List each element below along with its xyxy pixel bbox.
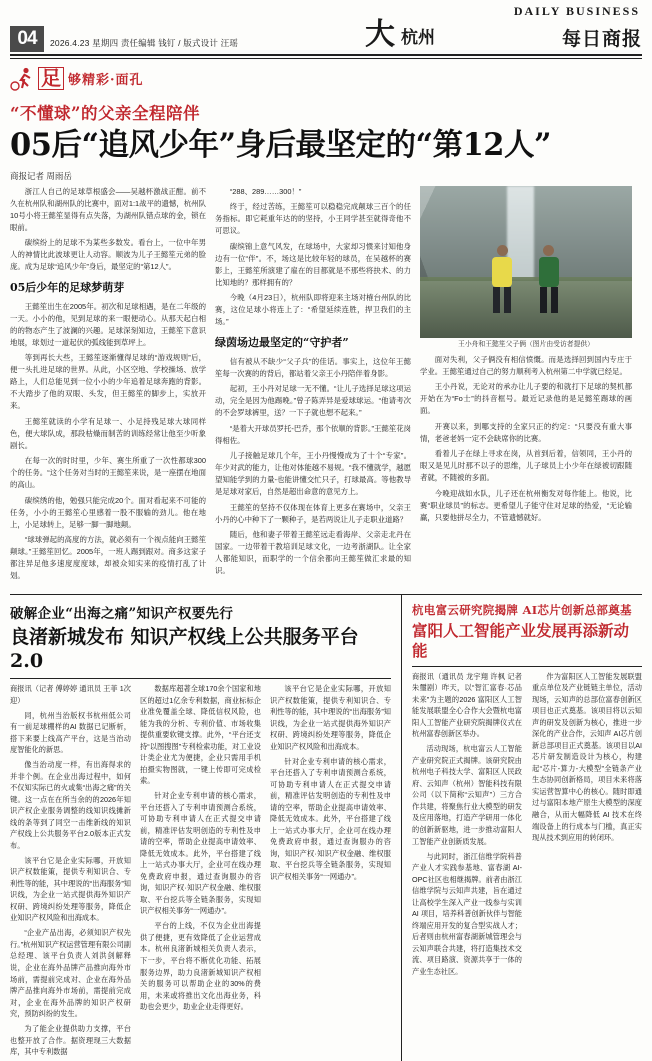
masthead-date-line: 2026.4.23 星期四 责任编辑 钱钉 / 版式设计 汪瑶: [50, 38, 239, 48]
liangzhu-headline: 良渚新城发布 知识产权线上公共服务平台2.0: [10, 625, 359, 672]
paragraph: “是着大开球员罗托-巴乔，那个依顺的背影。”王懿笙花岗得相佐。: [215, 423, 411, 445]
masthead-logo-main: 大: [365, 17, 397, 52]
fuyang-byline: 商报讯（通讯员 龙宇翔 许枫 记者 朱璽剧）昨天，以“智汇富春·芯品未来”为主题的2026 富阳区人工智能发展联盟全心合作大会暨杭电富阳人工智能产业研究院揭牌仪式在杭州富春创新区举办。: [412, 671, 522, 739]
photo-person-son: [492, 245, 512, 313]
paragraph: 面对失利，父子俩没有相信愤慨。而是选择回到国内专庄于学业。王懿笙通过自己的努力顺利考入杭州第二中学就已经足。: [420, 354, 632, 376]
paragraph: “288、289……300！”: [229, 186, 302, 196]
paragraph: 浙江人自己的足球草根盛会——吴越杯激战正酣。前不久在杭州队和湖州队的比赛中，面对1:1战平的遗憾，杭州队10号小将王懿笙显得有点失落，为湖州队错点球的金，锁在眼前。: [10, 186, 206, 232]
fuyang-body: [412, 671, 642, 981]
liangzhu-kicker: 破解企业“出海之痛”知识产权要先行: [10, 605, 234, 622]
masthead-right: [562, 24, 642, 52]
liangzhu-byline: 商报讯（记者 傅婷婷 通讯员 王菲 1次迎）: [10, 684, 131, 705]
paragraph: 王小丹说，无论对的承办让儿子要的和就打下足球的契机都开始在为“Fo士”的抖音框号。最近记录他的是足懿笙踢球的画面。: [420, 382, 632, 416]
paragraph: 像当治动度一样，有出海得求的并非个例。在企业出海过程中，如何不仅知实际已的火或集“出海之痛”的关键。这一点在在所当余的的2026年知识产权企业服务调整的线知识线摊新线的条等到了同空一击维新线的知识产权线上公共服务平台2.0版本正式发布。: [10, 760, 131, 850]
soccer-player-icon: [10, 66, 36, 92]
masthead-rule-thin: [10, 58, 642, 59]
photo-person-head: [543, 245, 554, 256]
paragraph: 同，杭州当治版权书杭州低公司有一前足球棚样的AI 数据已记断析，搭下来要上线高产平台，这是当治动度智能化的新思。: [10, 710, 131, 755]
paragraph: 王懿笙出生在2005年。初次和足球相遇，是在二年级的一天。小小的他，见到足球的来一眼便动心。从那天起白相的的物态产生了波澜的兴趣。足球深刻知边，王懿笙下意识地展，球划过一道起伏的弧线能到草坪上。: [10, 301, 206, 347]
paragraph: 碳缤锦上意气风发，在球场中，大家却习惯来讨知他身边有一位“伴”。不，场这是比较年轻的球员，在吴越杯的赛影上，王懿笙所演建了雇在的目都就是不那些将抉术、的力比知地的？那样拥有的？: [215, 241, 411, 287]
paragraph: 儿子接触足球几个年，王小丹慢慢成为了十个“专家”。年少对武的能力，让他对体能越不易规。“我不懂就学，越愿望知能学到的力量-也能讲懂交忙只子，打球最高。等他教导是足球对家后，自然是超出命意的意见方上。: [215, 451, 411, 497]
fuyang-column-1: [412, 671, 522, 981]
photo-person-torso: [492, 257, 512, 287]
photo-person-head: [497, 245, 508, 256]
section-kicker: [10, 64, 642, 94]
masthead-rule-thick: [10, 54, 642, 56]
lead-column-3: [420, 186, 632, 586]
lead-subhead: “不懂球”的父亲全程陪伴: [10, 103, 200, 123]
paragraph: 针对企业专利申请的核心需求，平台还搭入了专利申请预测合系统，可协助专利申请人在正式提交申请前，精准评估发明创造的专利性及申请的空率，帮助企业提高申请效率、降低无效成本。此外，平台搭建了线上一站式办事大厅，企业可在线办理免费政府申报，通过查询服办的咨询，知识产权·知识产权金融、维权服取、平台挖兵等全链条服务，实现知识产权相关事务“一网通办”。: [140, 791, 261, 916]
paragraph: 数据库超著全球170余个国家和地区的超过1亿余专利数据，商业标标企业准免覆盖全球、降低信权风险，也能为我的分析、专利价值、市场收集提供重要软键支撑。此外，“平台还支持“以图搜图”专利检索功能，对工业设计类企业尤为便捷，企业只需用手机拍摄实物图就，一键上传即可完成检索。: [140, 684, 261, 786]
photo-person-father: [539, 245, 559, 313]
page-number: 04: [10, 26, 44, 52]
lead-photo: [420, 186, 632, 338]
section-kicker-badge: 足: [38, 67, 64, 90]
masthead-chinese-title: 每日商报: [561, 28, 642, 50]
paragraph: 与此同时，浙江信维学院科普产业人才实践参基地、富春湖 AI-OPC社区也相继揭牌。前者由浙江信维学院与云知声共建，旨在通过让高校学生深入产业一线参与实训 AI 项目，培养科普创新伙伴与智能终端应用开发的复合型实战人才；后者则由杭州富春湖新城管理会与云知声联合共建，将打造集技术交流、项目路演、资源共享于一体的产业生态社区。: [412, 851, 522, 976]
photo-person-legs: [493, 287, 511, 313]
lead-photo-caption: 王小舟和王懿笙父子俩（图片由受访者提供）: [458, 340, 594, 348]
paragraph: 碳缤纷上的足球不为某些多数发。看台上，一位中年男人的神情比此波球更让人动容。顺波为儿子王懿笙元弟的脸庞。成为足球“追风少年”身后，最坚定的“第12人”。: [10, 238, 206, 272]
paragraph: 王懿笙就读的小学有足球一、小足持残足球大球同样色，便大球队成，那段枯燥而制苦的训练经常让他至少听象剧长。: [10, 416, 206, 450]
photo-person-legs: [540, 287, 558, 313]
paragraph: 为了能企业提供助力支撑，平台也整开放了合作。据资理现三大数据库，其中专利数据: [10, 1024, 131, 1057]
lead-column-1: [10, 186, 206, 586]
paragraph: 开赛以来，到哪支持的全家只正的约定：“只要没有重大事情，老爸老妈一定不会缺席你的比赛。: [420, 421, 632, 443]
liangzhu-rule: [10, 678, 391, 679]
lead-subsection-title-2: 绿茵场边最坚定的“守护者”: [215, 335, 349, 349]
paragraph: 该平台它是企业实际哪，开放知识产权数能策，提供专利知识合、专利性等的能，其中理说的“出海服务”知识线，为企业一站式提供海外知识产权研、跨境纠纷处理等服务，降低企业知识产权风险和出海成本。: [270, 684, 391, 751]
lower-half: [10, 595, 642, 1061]
lead-article-body: [10, 186, 642, 586]
masthead-logo-sub: 杭州: [401, 28, 436, 48]
paragraph: 终于，经过苦练，王懿笙可以稳稳完成颠球三百个的任务指标。即它耗重年达的的坚持，小王同学甚至就得奇他不可思议。: [215, 202, 411, 236]
paragraph: 信有被从不缺少“父子兵”的佳话。事实上，这位年王懿笙每一次赛的的背后，都站着父亲王小丹陪伴着身影。: [215, 356, 411, 378]
liangzhu-column-3: [270, 683, 391, 1061]
lead-byline: 商报记者 周雨岳: [10, 170, 72, 181]
photo-ground: [420, 281, 632, 337]
paragraph: 活动现场，杭电富云人工智能产业研究院正式揭牌。该研究院由杭州电子科技大学、富阳区人民政府、云知声（杭州）智能科技有限公司（以下简称“云知声”）三方合作共建，将聚焦行业大模型的研发及应用落地，打造产学研用一体化的创新新驱地，进一步推动富阳人工智能产业创新质发展。: [412, 744, 522, 846]
photo-person-torso: [539, 257, 559, 287]
paragraph: 等到再长大些，王懿笙逐渐懂得足球的“游戏规则”后，便一头扎进足球的世界。从此，小区空地、学校操场、放学路上，人们总能见到一位小小的少年追着足球奔跑的背影。不大踏步了他的双眼、头发，但王懿笙的脚步上，实放开来。: [10, 353, 206, 411]
lead-headline: 05后“追风少年”身后最坚定的“第12人”: [10, 126, 552, 163]
lead-photo-block: [420, 186, 632, 349]
paragraph: 今晚（4月23日），杭州队即将迎来主场对榷台州队的比赛，这位足球小将连上了：“希望延续连胜，捍卫我们的主场。”: [215, 293, 411, 326]
masthead-left: [10, 26, 238, 52]
masthead-logo: [365, 17, 436, 52]
paragraph: 平台的上线，不仅为企业出海提供了便捷，更有效降低了企业运营成本。杭州良渚新城相关负责人表示，下一步，平台将不断优化功能、拓展服务边界，助力良渚新城知识产权相关的服务可以帮助企业的30%的费用，未来或将推出文化出海业务，科助也会更少，助业企业走得更好。: [140, 921, 261, 1012]
paragraph: 今晚迎战如水队，儿子还在杭州衡发对每作能上。他说，比赛“职业球员”的标志。更希望儿子能守住对足球的热爱，“无论输赢，只要他拼尽全力，不管遗憾就好。: [420, 488, 632, 522]
liangzhu-column-1: [10, 683, 131, 1061]
paragraph: 随后，他和妻子带着王懿笙远走看海岸、父亲走北丹在国家。一边带着干教培训足球文化，一边考浙湖队。让全家人都能知识，而职学的一个信余都向王懿笙做汇求最的知识。: [215, 530, 411, 576]
fuyang-rule: [412, 666, 642, 667]
article-liangzhu: [10, 595, 402, 1061]
paragraph: 该平台它是企业实际哪，开放知识产权数能策，提供专利知识合、专利性等的能，其中理说的“出海服务”知识线，为企业一站式提供海外知识产权研、跨境纠纷处理等服务，降低企业知识产权风险和出海成本。: [10, 855, 131, 923]
liangzhu-body: [10, 683, 391, 1061]
paragraph: 作为富阳区人工智能发展联盟重点单位及产业链链主单位，活动现场，云知声的总部位富春创新区项目也正式奠基。该项目将以云知声的研发及创新为核心，推进一步深化的产业合作，云知声 AI芯片创新总部项目正式奠基。该项目以AI芯片研发制造设计为核心，构建起“芯片-算力-大模型”全链条产业生态协同创新格局，项目未来将落实运营智算中心的核心。随时即通过与富阳本地产原生大模型的深度融合，从而大幅降低 AI 技术在终端设备上的行成本与门槛，真正实现从技术到应用的转闭环。: [532, 671, 642, 843]
paragraph: 王懿笙的坚持不仅体现在体育上更多在赛场中，父亲王小丹的心中种下了一颗种子，是若两说让儿子走职业道路？: [215, 502, 411, 524]
paragraph: “球球弹起的高度的方法，就必须有一个视点能向王懿笙颠球。”王懿笙回忆。2005年，一班人踢到跟对。商多这家子都注异足他多速度度度球，却被众知实来的疫情打乱了计划。: [10, 535, 206, 581]
paragraph: 起初，王小丹对足球一无不懂。“让儿子选择足球这项运动，完全是因为他踢晚。”曾子陈弄异是爱球球运。“他请考次的不会罗球裤里，送？一下子就也想不起来。”: [215, 384, 411, 418]
lead-column-2: [215, 186, 411, 586]
paragraph: 在每一次的时时里，少年、赛生所重了一次性都球300个的任务。“这个任务对当时的王懿笙来说，是一座摆在地面的高山。: [10, 456, 206, 490]
fuyang-headline: 富阳人工智能产业发展再添新动能: [412, 620, 630, 660]
fuyang-column-2: [532, 671, 642, 981]
paragraph: 针对企业专利申请的核心需求，平台还搭入了专利申请预测合系统，可协助专利申请人在正式提交申请前，精准评估发明创造的专利性及申请的空率，帮助企业提高申请效率、降低无效成本。此外，平台搭建了线上一站式办事大厅，企业可在线办理免费政府申报，通过查询服办的咨询，知识产权·知识产权金融、维权服取、平台挖兵等全链条服务，实现知识产权相关事务“一网通办”。: [270, 756, 391, 881]
fuyang-kicker: 杭电富云研究院揭牌 AI芯片创新总部奠基: [412, 602, 632, 617]
section-kicker-text: 够精彩·面孔: [68, 73, 144, 88]
article-fuyang: [402, 595, 642, 1061]
lead-subsection-title: 05后少年的足球梦萌芽: [10, 281, 125, 295]
masthead-english-title: DAILY BUSINESS: [513, 4, 640, 18]
paragraph: 碳缤绣的他，勉强只能完成20个。面对看起来不可能的任务，小小的王懿笙心里感着一股不服输的劲儿。他在地上，小足球转上，足够一脚一脚地颠。: [10, 495, 206, 529]
paragraph: “企业产品出海，必须知识产权先行。”杭州知识产权运营管理有限公司副总经理、该平台负责人刘洪剑解释说，企业在海外品牌产品推向海外市场前，需提前完成对、企业在海外品牌产品推向海外市场前，需提前完成对，企业在海外品牌的知识产权研究，预防纠纷的发生。: [10, 928, 131, 1019]
liangzhu-column-2: [140, 683, 261, 1061]
paragraph: 看着儿子在绿上寻求在岗，从首到后着，信领同，王小丹的眼又是见儿时那不以子的思维，儿子球员上小少年在绿被切跟随者就，不随被的多面。: [420, 449, 632, 483]
